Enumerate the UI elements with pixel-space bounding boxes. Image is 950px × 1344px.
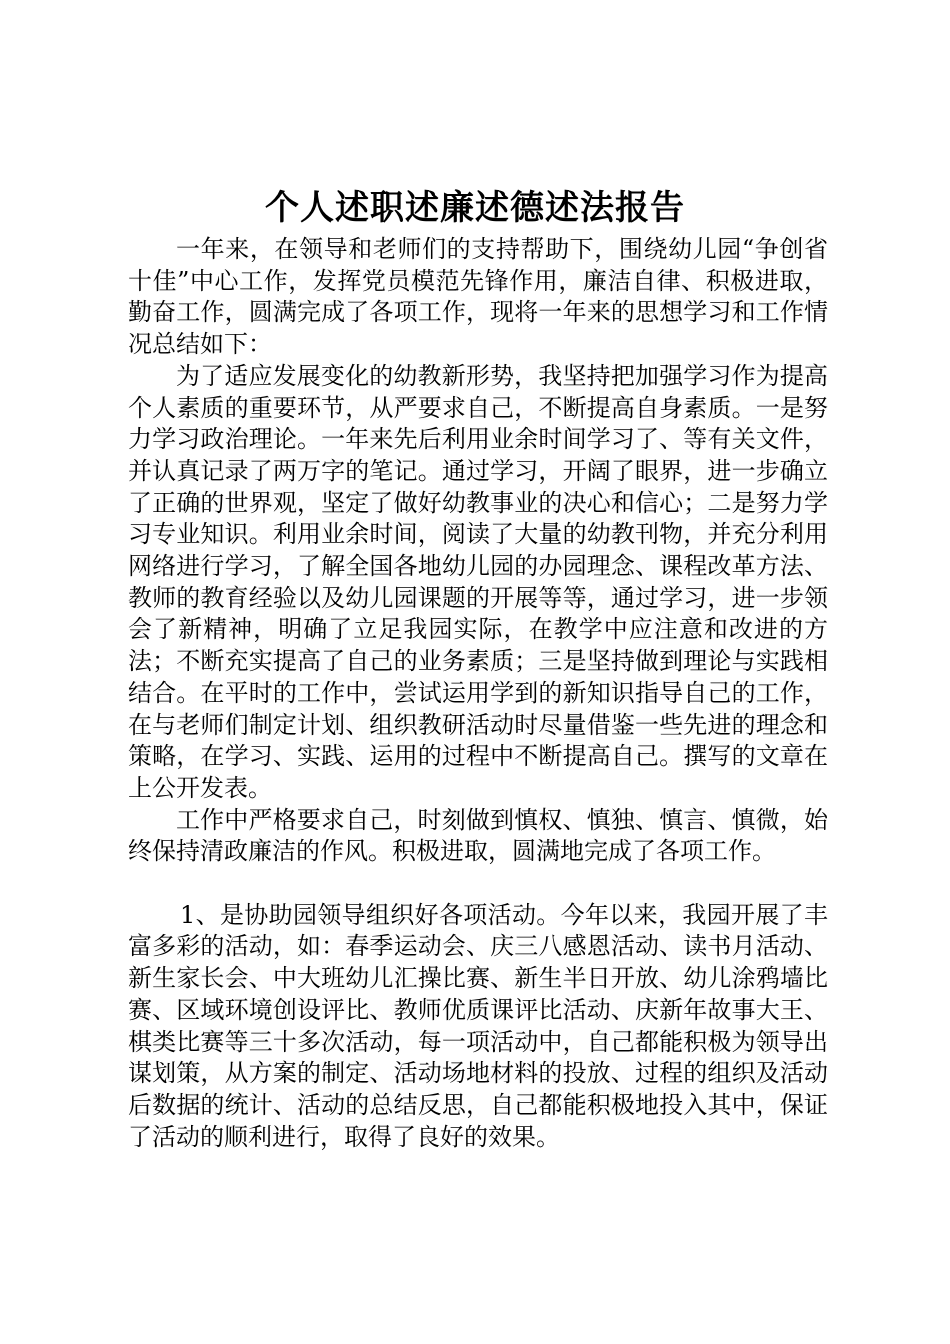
paragraph-integrity: 工作中严格要求自己，时刻做到慎权、慎独、慎言、慎微，始终保持清政廉洁的作风。积极进取，圆满地完成了各项工作。 <box>128 805 828 866</box>
paragraph-study: 为了适应发展变化的幼教新形势，我坚持把加强学习作为提高个人素质的重要环节，从严要求自己，不断提高自身素质。一是努力学习政治理论。一年来先后利用业余时间学习了、等有关文件，并认真记录了两万字的笔记。通过学习，开阔了眼界，进一步确立了正确的世界观，坚定了做好幼教事业的决心和信心；二是努力学习专业知识。利用业余时间，阅读了大量的幼教刊物，并充分利用网络进行学习，了解全国各地幼儿园的办园理念、课程改革方法、教师的教育经验以及幼儿园课题的开展等等，通过学习，进一步领会了新精神，明确了立足我园实际，在教学中应注意和改进的方法；不断充实提高了自己的业务素质；三是坚持做到理论与实践相结合。在平时的工作中，尝试运用学到的新知识指导自己的工作，在与老师们制定计划、组织教研活动时尽量借鉴一些先进的理念和策略，在学习、实践、运用的过程中不断提高自己。撰写的文章在上公开发表。 <box>128 361 828 802</box>
paragraph-spacer <box>128 868 828 900</box>
document-body <box>128 234 828 1153</box>
document-title: 个人述职述廉述德述法报告 <box>265 188 685 228</box>
paragraph-intro: 一年来，在领导和老师们的支持帮助下，围绕幼儿园“争创省十佳”中心工作，发挥党员模范先锋作用，廉洁自律、积极进取，勤奋工作，圆满完成了各项工作，现将一年来的思想学习和工作情况总结如下： <box>128 235 828 359</box>
paragraph-activities: 1、是协助园领导组织好各项活动。今年以来，我园开展了丰富多彩的活动，如：春季运动会、庆三八感恩活动、读书月活动、新生家长会、中大班幼儿汇操比赛、新生半日开放、幼儿涂鸦墙比赛、区域环境创设评比、教师优质课评比活动、庆新年故事大王、棋类比赛等三十多次活动，每一项活动中，自己都能积极为领导出谋划策，从方案的制定、活动场地材料的投放、过程的组织及活动后数据的统计、活动的总结反思，自己都能积极地投入其中，保证了活动的顺利进行，取得了良好的效果。 <box>128 900 828 1151</box>
